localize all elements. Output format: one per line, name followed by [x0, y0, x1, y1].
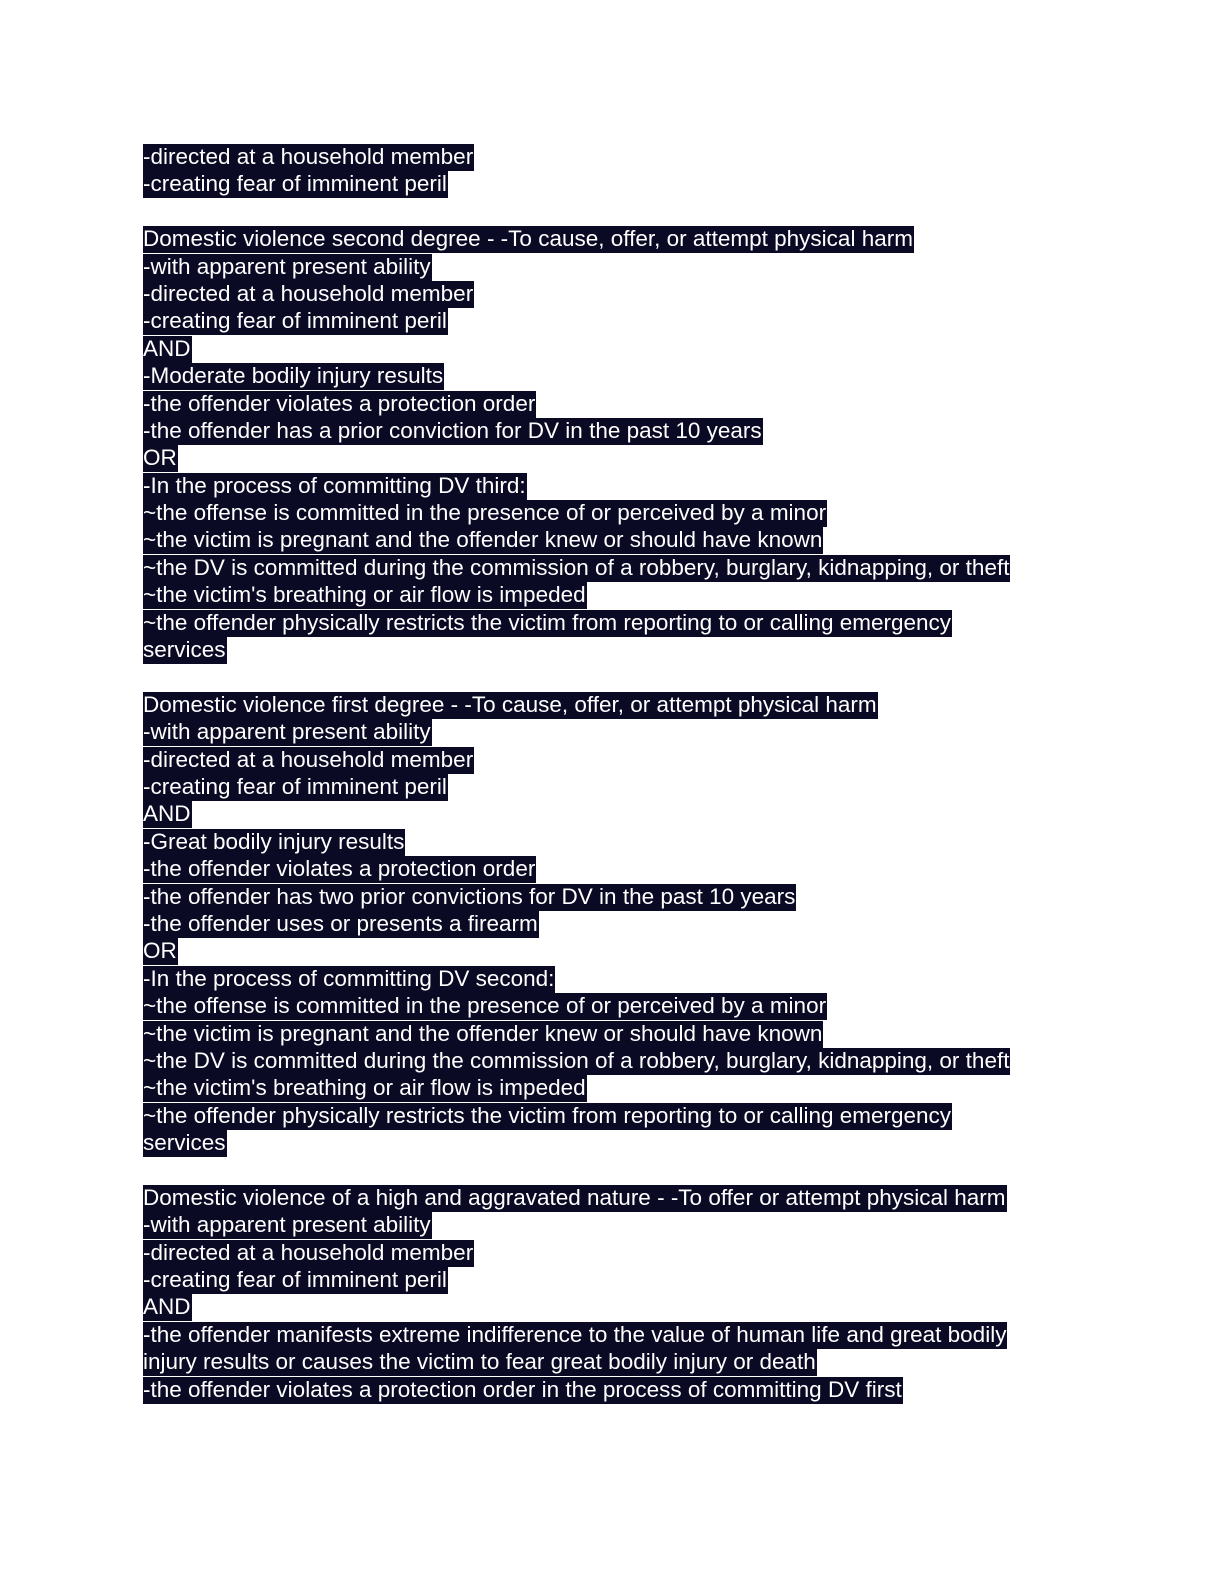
text-line: services	[143, 1130, 226, 1156]
text-line: -the offender has two prior convictions for DV in the past 10 years	[143, 883, 796, 909]
text-line: -Moderate bodily injury results	[143, 363, 444, 389]
document-body	[143, 143, 1103, 1403]
text-line: -the offender uses or presents a firearm	[143, 910, 538, 936]
text-line: -creating fear of imminent peril	[143, 1267, 447, 1293]
text-line: -creating fear of imminent peril	[143, 171, 447, 197]
text-line: -In the process of committing DV third:	[143, 472, 526, 498]
text-line: -the offender violates a protection order in the process of committing DV first	[143, 1376, 902, 1402]
second-degree-section	[143, 225, 1103, 663]
text-line: -directed at a household member	[143, 280, 474, 306]
text-line: -with apparent present ability	[143, 253, 431, 279]
paragraph-gap	[143, 663, 1103, 690]
paragraph-gap	[143, 198, 1103, 225]
text-line: ~the victim's breathing or air flow is impeded	[143, 582, 586, 608]
text-line: -creating fear of imminent peril	[143, 308, 447, 334]
connector-or: OR	[143, 938, 177, 964]
connector-and: AND	[143, 335, 191, 361]
text-line: injury results or causes the victim to fear great bodily injury or death	[143, 1349, 816, 1375]
connector-and: AND	[143, 801, 191, 827]
section-heading: Domestic violence second degree - -To cause, offer, or attempt physical harm	[143, 226, 913, 252]
text-line: ~the victim's breathing or air flow is impeded	[143, 1075, 586, 1101]
text-line: ~the DV is committed during the commission of a robbery, burglary, kidnapping, or theft	[143, 1047, 1010, 1073]
text-line: ~the offense is committed in the presence of or perceived by a minor	[143, 500, 827, 526]
text-line: ~the victim is pregnant and the offender knew or should have known	[143, 1020, 823, 1046]
text-line: ~the offender physically restricts the victim from reporting to or calling emergency	[143, 609, 952, 635]
connector-or: OR	[143, 445, 177, 471]
text-line: -In the process of committing DV second:	[143, 965, 555, 991]
text-line: -the offender has a prior conviction for DV in the past 10 years	[143, 417, 762, 443]
text-line: -creating fear of imminent peril	[143, 773, 447, 799]
connector-and: AND	[143, 1294, 191, 1320]
text-line: ~the DV is committed during the commission of a robbery, burglary, kidnapping, or theft	[143, 554, 1010, 580]
text-line: -directed at a household member	[143, 1239, 474, 1265]
text-line: -the offender violates a protection order	[143, 390, 536, 416]
text-line: services	[143, 637, 226, 663]
section-heading: Domestic violence of a high and aggravated nature - -To offer or attempt physical harm	[143, 1184, 1006, 1210]
intro-section	[143, 143, 1103, 198]
first-degree-section	[143, 691, 1103, 1157]
high-aggravated-section	[143, 1184, 1103, 1403]
text-line: -the offender manifests extreme indifference to the value of human life and great bodily	[143, 1321, 1007, 1347]
text-line: -directed at a household member	[143, 144, 474, 169]
text-line: ~the offender physically restricts the victim from reporting to or calling emergency	[143, 1102, 952, 1128]
text-line: ~the offense is committed in the presence of or perceived by a minor	[143, 993, 827, 1019]
paragraph-gap	[143, 1156, 1103, 1183]
section-heading: Domestic violence first degree - -To cause, offer, or attempt physical harm	[143, 691, 877, 717]
text-line: ~the victim is pregnant and the offender knew or should have known	[143, 527, 823, 553]
text-line: -with apparent present ability	[143, 1212, 431, 1238]
text-line: -Great bodily injury results	[143, 828, 405, 854]
text-line: -the offender violates a protection order	[143, 856, 536, 882]
text-line: -with apparent present ability	[143, 719, 431, 745]
text-line: -directed at a household member	[143, 746, 474, 772]
